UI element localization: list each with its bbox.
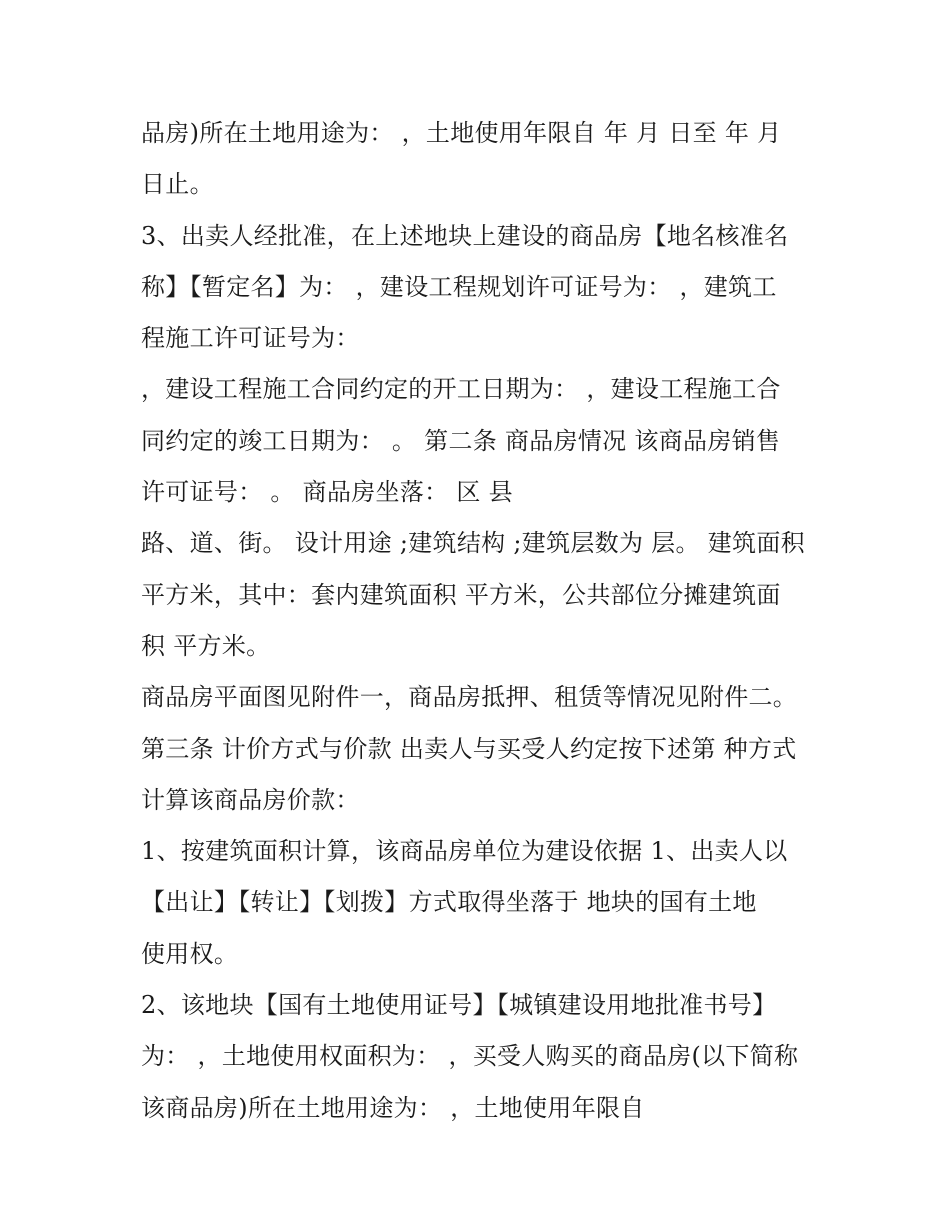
text-line: 品房)所在土地用途为： ，土地使用年限自 年 月 日至 年 月	[141, 119, 782, 147]
text-line: 许可证号： 。 商品房坐落： 区 县	[141, 478, 513, 507]
text-line: 该商品房)所在土地用途为： ，土地使用年限自	[141, 1093, 645, 1122]
text-line: 【出让】【转让】【划拨】方式取得坐落于 地块的国有土地	[141, 888, 757, 917]
text-line: 称】【暂定名】为： ，建设工程规划许可证号为： ，建筑工	[141, 272, 777, 301]
text-line: 积 平方米。	[141, 631, 271, 660]
text-line: 同约定的竣工日期为： 。 第二条 商品房情况 该商品房销售	[141, 426, 781, 455]
text-line: 1、按建筑面积计算，该商品房单位为建设依据 1、出卖人以	[141, 837, 788, 866]
text-line: 程施工许可证号为：	[141, 324, 360, 353]
text-line: ，建设工程施工合同约定的开工日期为： ，建设工程施工合	[141, 375, 781, 404]
text-line: 计算该商品房价款：	[141, 785, 360, 814]
text-line: 平方米，其中：套内建筑面积 平方米，公共部位分摊建筑面	[141, 580, 781, 609]
text-line: 第三条 计价方式与价款 出卖人与买受人约定按下述第 种方式	[141, 734, 797, 763]
text-line: 商品房平面图见附件一，商品房抵押、租赁等情况见附件二。	[141, 683, 798, 712]
contract-text	[141, 108, 841, 1134]
text-line: 路、道、街。 设计用途 ;建筑结构 ;建筑层数为 层。 建筑面积	[141, 529, 805, 558]
text-line: 使用权。	[141, 939, 239, 968]
text-line: 为： ，土地使用权面积为： ，买受人购买的商品房(以下简称	[141, 1042, 799, 1071]
text-line: 日止。	[141, 170, 214, 199]
text-line: 2、该地块【国有土地使用证号】【城镇建设用地批准书号】	[141, 991, 777, 1020]
text-line: 3、出卖人经批准，在上述地块上建设的商品房【地名核准名	[141, 221, 789, 250]
